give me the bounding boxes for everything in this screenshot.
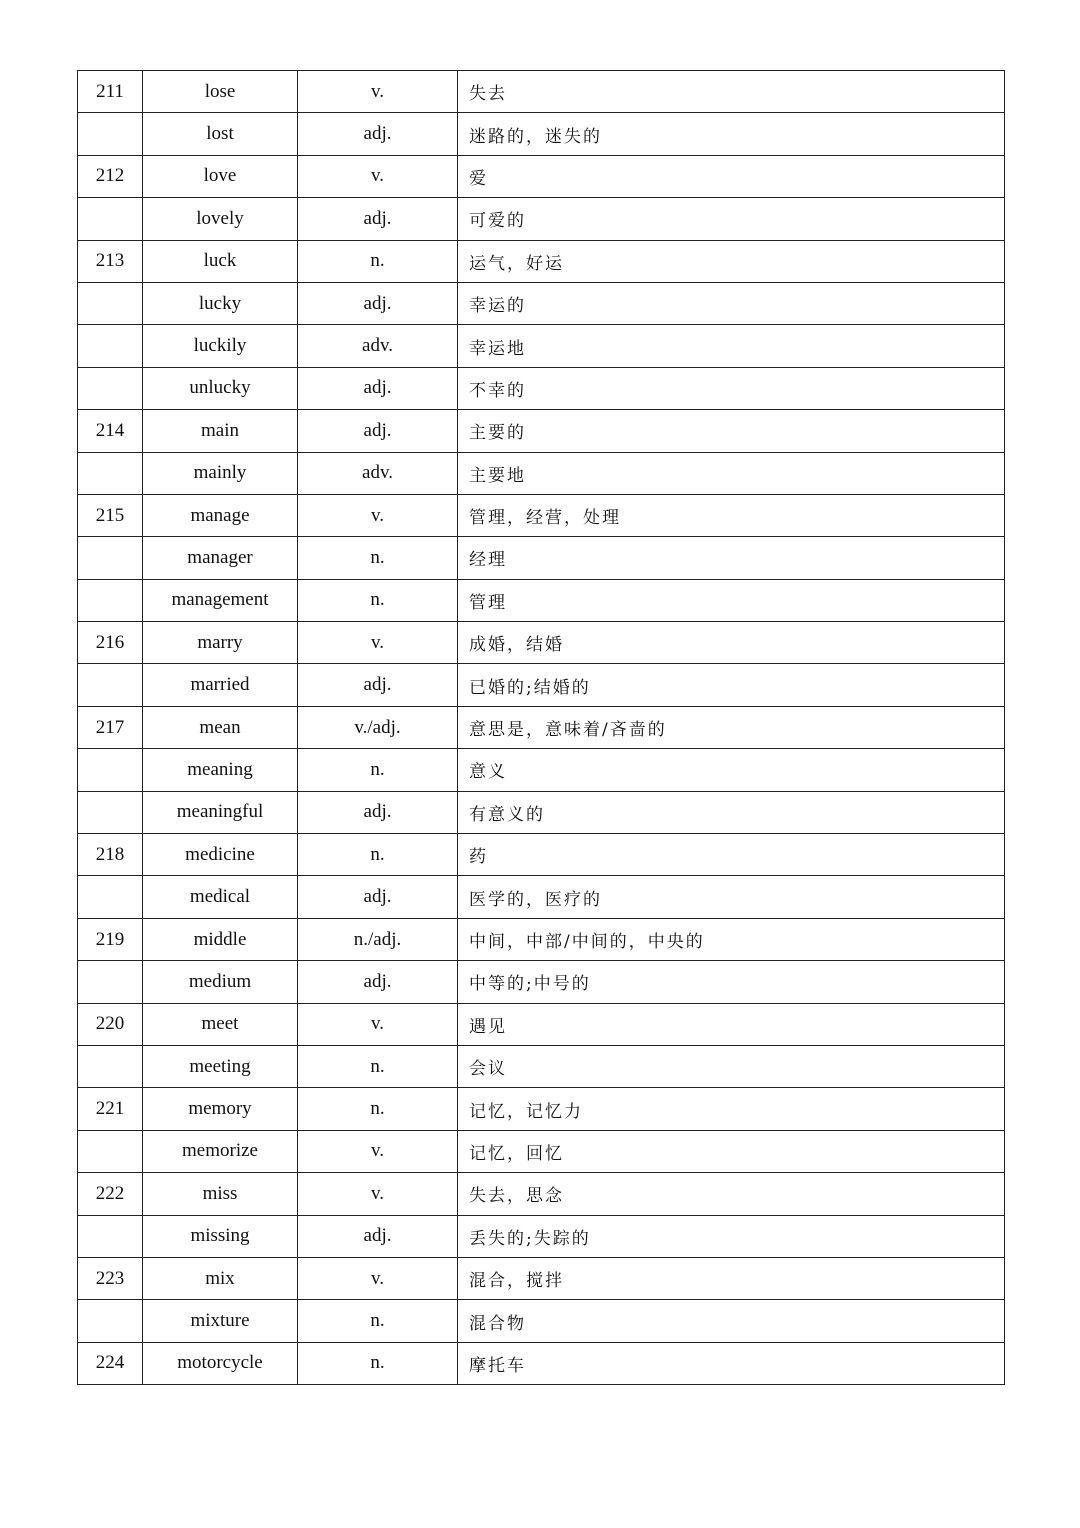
entry-number: 219 — [78, 918, 143, 960]
part-of-speech-cell: v. — [298, 155, 458, 197]
word-cell: lost — [143, 113, 298, 155]
table-row — [78, 240, 1005, 282]
part-of-speech-cell: v. — [298, 1257, 458, 1299]
part-of-speech-cell: n. — [298, 537, 458, 579]
part-of-speech-cell: adj. — [298, 113, 458, 155]
entry-number — [78, 749, 143, 791]
word-cell: mean — [143, 706, 298, 748]
table-row — [78, 749, 1005, 791]
table-row — [78, 1257, 1005, 1299]
meaning-cell: 不幸的 — [458, 367, 1005, 409]
meaning-cell: 失去，思念 — [458, 1173, 1005, 1215]
word-cell: meaning — [143, 749, 298, 791]
table-row — [78, 494, 1005, 536]
word-cell: manager — [143, 537, 298, 579]
meaning-cell: 记忆，回忆 — [458, 1130, 1005, 1172]
table-row — [78, 113, 1005, 155]
part-of-speech-cell: adj. — [298, 282, 458, 324]
word-cell: medium — [143, 961, 298, 1003]
word-cell: luck — [143, 240, 298, 282]
part-of-speech-cell: adj. — [298, 410, 458, 452]
word-cell: unlucky — [143, 367, 298, 409]
entry-number — [78, 113, 143, 155]
meaning-cell: 遇见 — [458, 1003, 1005, 1045]
vocabulary-table — [77, 70, 1005, 1385]
meaning-cell: 丢失的;失踪的 — [458, 1215, 1005, 1257]
part-of-speech-cell: v. — [298, 1173, 458, 1215]
meaning-cell: 管理，经营，处理 — [458, 494, 1005, 536]
table-row — [78, 537, 1005, 579]
table-row — [78, 282, 1005, 324]
entry-number — [78, 325, 143, 367]
table-row — [78, 791, 1005, 833]
table-row — [78, 198, 1005, 240]
word-cell: missing — [143, 1215, 298, 1257]
table-row — [78, 1215, 1005, 1257]
entry-number — [78, 579, 143, 621]
meaning-cell: 意义 — [458, 749, 1005, 791]
part-of-speech-cell: n. — [298, 579, 458, 621]
meaning-cell: 混合，搅拌 — [458, 1257, 1005, 1299]
word-cell: memory — [143, 1088, 298, 1130]
table-row — [78, 1342, 1005, 1384]
part-of-speech-cell: adv. — [298, 325, 458, 367]
entry-number: 224 — [78, 1342, 143, 1384]
table-row — [78, 325, 1005, 367]
table-row — [78, 1130, 1005, 1172]
part-of-speech-cell: n. — [298, 749, 458, 791]
meaning-cell: 会议 — [458, 1045, 1005, 1087]
entry-number: 220 — [78, 1003, 143, 1045]
meaning-cell: 意思是，意味着/吝啬的 — [458, 706, 1005, 748]
meaning-cell: 成婚，结婚 — [458, 622, 1005, 664]
part-of-speech-cell: n. — [298, 1045, 458, 1087]
part-of-speech-cell: v. — [298, 1130, 458, 1172]
meaning-cell: 经理 — [458, 537, 1005, 579]
part-of-speech-cell: adj. — [298, 198, 458, 240]
part-of-speech-cell: adj. — [298, 961, 458, 1003]
table-row — [78, 452, 1005, 494]
entry-number — [78, 1130, 143, 1172]
meaning-cell: 医学的，医疗的 — [458, 876, 1005, 918]
table-row — [78, 71, 1005, 113]
table-row — [78, 961, 1005, 1003]
table-row — [78, 155, 1005, 197]
word-cell: lovely — [143, 198, 298, 240]
part-of-speech-cell: adj. — [298, 1215, 458, 1257]
part-of-speech-cell: v. — [298, 1003, 458, 1045]
part-of-speech-cell: n. — [298, 1088, 458, 1130]
table-row — [78, 1173, 1005, 1215]
entry-number — [78, 1045, 143, 1087]
meaning-cell: 迷路的，迷失的 — [458, 113, 1005, 155]
word-cell: mix — [143, 1257, 298, 1299]
word-cell: meeting — [143, 1045, 298, 1087]
meaning-cell: 幸运地 — [458, 325, 1005, 367]
word-cell: medical — [143, 876, 298, 918]
entry-number: 221 — [78, 1088, 143, 1130]
word-cell: lose — [143, 71, 298, 113]
table-row — [78, 706, 1005, 748]
meaning-cell: 运气，好运 — [458, 240, 1005, 282]
word-cell: marry — [143, 622, 298, 664]
part-of-speech-cell: v. — [298, 622, 458, 664]
part-of-speech-cell: n. — [298, 1300, 458, 1342]
entry-number: 213 — [78, 240, 143, 282]
word-cell: main — [143, 410, 298, 452]
word-cell: meet — [143, 1003, 298, 1045]
entry-number — [78, 452, 143, 494]
entry-number — [78, 1215, 143, 1257]
part-of-speech-cell: v. — [298, 71, 458, 113]
entry-number: 217 — [78, 706, 143, 748]
entry-number: 216 — [78, 622, 143, 664]
entry-number: 223 — [78, 1257, 143, 1299]
table-row — [78, 1045, 1005, 1087]
entry-number: 222 — [78, 1173, 143, 1215]
part-of-speech-cell: adj. — [298, 664, 458, 706]
part-of-speech-cell: adj. — [298, 876, 458, 918]
table-row — [78, 1300, 1005, 1342]
entry-number: 218 — [78, 834, 143, 876]
word-cell: miss — [143, 1173, 298, 1215]
word-cell: middle — [143, 918, 298, 960]
meaning-cell: 有意义的 — [458, 791, 1005, 833]
vocabulary-table-body — [78, 71, 1005, 1385]
entry-number — [78, 198, 143, 240]
word-cell: manage — [143, 494, 298, 536]
entry-number: 212 — [78, 155, 143, 197]
word-cell: lucky — [143, 282, 298, 324]
part-of-speech-cell: n. — [298, 1342, 458, 1384]
meaning-cell: 记忆，记忆力 — [458, 1088, 1005, 1130]
meaning-cell: 爱 — [458, 155, 1005, 197]
meaning-cell: 可爱的 — [458, 198, 1005, 240]
part-of-speech-cell: n./adj. — [298, 918, 458, 960]
part-of-speech-cell: v. — [298, 494, 458, 536]
table-row — [78, 918, 1005, 960]
word-cell: management — [143, 579, 298, 621]
entry-number — [78, 961, 143, 1003]
part-of-speech-cell: n. — [298, 834, 458, 876]
entry-number — [78, 876, 143, 918]
entry-number — [78, 664, 143, 706]
meaning-cell: 失去 — [458, 71, 1005, 113]
table-row — [78, 367, 1005, 409]
table-row — [78, 664, 1005, 706]
word-cell: love — [143, 155, 298, 197]
meaning-cell: 中等的;中号的 — [458, 961, 1005, 1003]
entry-number — [78, 791, 143, 833]
part-of-speech-cell: n. — [298, 240, 458, 282]
entry-number — [78, 282, 143, 324]
table-row — [78, 834, 1005, 876]
part-of-speech-cell: adj. — [298, 367, 458, 409]
table-row — [78, 1088, 1005, 1130]
table-row — [78, 579, 1005, 621]
meaning-cell: 摩托车 — [458, 1342, 1005, 1384]
table-row — [78, 622, 1005, 664]
table-row — [78, 1003, 1005, 1045]
meaning-cell: 中间，中部/中间的，中央的 — [458, 918, 1005, 960]
table-row — [78, 410, 1005, 452]
entry-number: 214 — [78, 410, 143, 452]
meaning-cell: 幸运的 — [458, 282, 1005, 324]
entry-number: 211 — [78, 71, 143, 113]
entry-number — [78, 367, 143, 409]
meaning-cell: 药 — [458, 834, 1005, 876]
word-cell: mainly — [143, 452, 298, 494]
meaning-cell: 主要地 — [458, 452, 1005, 494]
meaning-cell: 管理 — [458, 579, 1005, 621]
meaning-cell: 混合物 — [458, 1300, 1005, 1342]
part-of-speech-cell: adv. — [298, 452, 458, 494]
word-cell: mixture — [143, 1300, 298, 1342]
meaning-cell: 已婚的;结婚的 — [458, 664, 1005, 706]
entry-number — [78, 537, 143, 579]
meaning-cell: 主要的 — [458, 410, 1005, 452]
word-cell: married — [143, 664, 298, 706]
table-row — [78, 876, 1005, 918]
word-cell: memorize — [143, 1130, 298, 1172]
word-cell: luckily — [143, 325, 298, 367]
part-of-speech-cell: v./adj. — [298, 706, 458, 748]
entry-number — [78, 1300, 143, 1342]
word-cell: medicine — [143, 834, 298, 876]
entry-number: 215 — [78, 494, 143, 536]
word-cell: motorcycle — [143, 1342, 298, 1384]
word-cell: meaningful — [143, 791, 298, 833]
part-of-speech-cell: adj. — [298, 791, 458, 833]
